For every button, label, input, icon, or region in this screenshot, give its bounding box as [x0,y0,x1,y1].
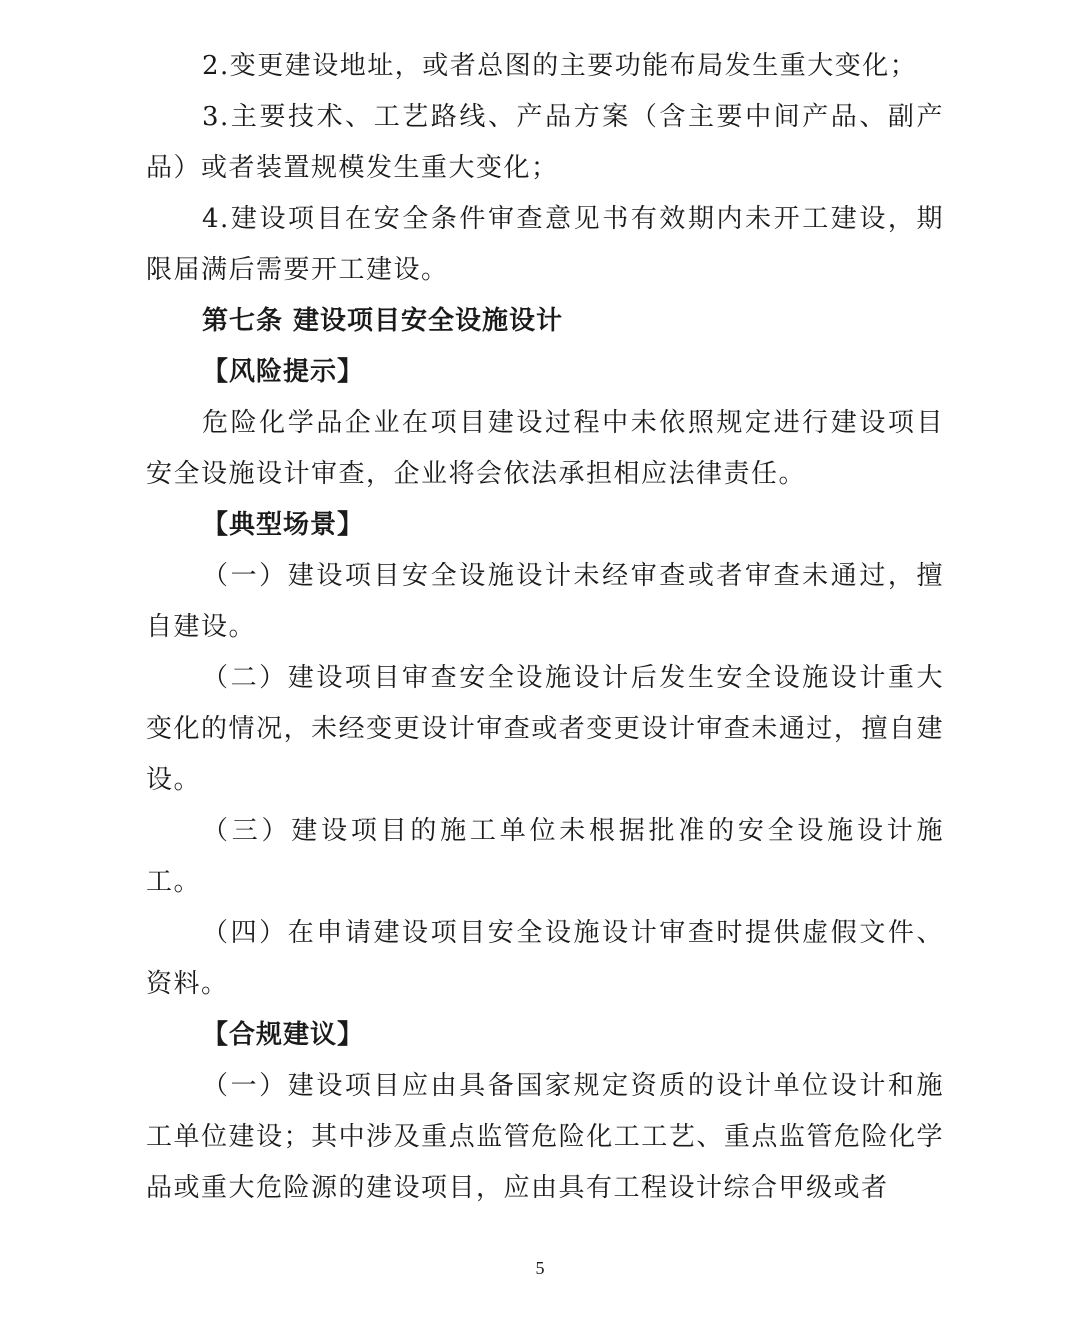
paragraph: （四）在申请建设项目安全设施设计审查时提供虚假文件、资料。 [146,918,944,999]
paragraph: 3.主要技术、工艺路线、产品方案（含主要中间产品、副产品）或者装置规模发生重大变化； [146,102,944,183]
paragraph: （一）建设项目安全设施设计未经审查或者审查未通过，擅自建设。 [146,561,944,642]
page-number: 5 [535,1258,545,1278]
paragraph: （三）建设项目的施工单位未根据批准的安全设施设计施工。 [146,816,944,897]
document-body [146,41,944,1214]
article-heading: 第七条 建设项目安全设施设计 [202,306,564,336]
paragraph: 危险化学品企业在项目建设过程中未依照规定进行建设项目安全设施设计审查，企业将会依法承担相应法律责任。 [146,408,944,489]
section-heading-scenarios: 【典型场景】 [202,510,365,540]
paragraph: （一）建设项目应由具备国家规定资质的设计单位设计和施工单位建设；其中涉及重点监管危险化工工艺、重点监管危险化学品或重大危险源的建设项目，应由具有工程设计综合甲级或者 [146,1071,944,1203]
section-heading-risk: 【风险提示】 [202,357,365,387]
paragraph: 4.建设项目在安全条件审查意见书有效期内未开工建设，期限届满后需要开工建设。 [146,204,944,285]
section-heading-compliance: 【合规建议】 [202,1020,365,1050]
paragraph: （二）建设项目审查安全设施设计后发生安全设施设计重大变化的情况，未经变更设计审查或者变更设计审查未通过，擅自建设。 [146,663,944,795]
paragraph: 2.变更建设地址，或者总图的主要功能布局发生重大变化； [202,51,918,81]
